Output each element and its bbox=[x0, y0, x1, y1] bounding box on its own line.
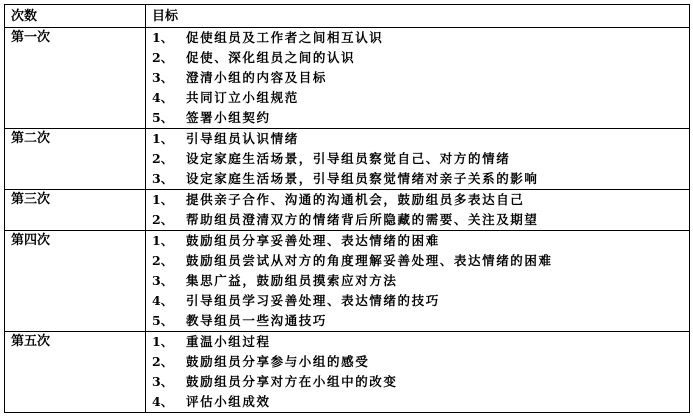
session-row bbox=[5, 190, 690, 231]
goal-text: 鼓励组员尝试从对方的角度理解妥善处理、表达情绪的困难 bbox=[186, 253, 553, 268]
session-row bbox=[5, 129, 690, 190]
goal-text: 促使组员及工作者之间相互认识 bbox=[186, 30, 384, 45]
session-name: 第五次 bbox=[5, 332, 146, 413]
session-name: 第一次 bbox=[5, 28, 146, 129]
goal-number: 2、 bbox=[152, 354, 174, 369]
session-row bbox=[5, 28, 690, 129]
goal-item bbox=[152, 332, 683, 352]
session-row bbox=[5, 231, 690, 332]
goal-text: 设定家庭生活场景，引导组员察觉情绪对亲子关系的影响 bbox=[186, 171, 539, 186]
goal-text: 引导组员学习妥善处理、表达情绪的技巧 bbox=[186, 293, 440, 308]
session-name: 第四次 bbox=[5, 231, 146, 332]
goal-text: 鼓励组员分享妥善处理、表达情绪的困难 bbox=[186, 233, 440, 248]
goal-number: 2、 bbox=[152, 212, 174, 227]
goal-item bbox=[152, 372, 683, 392]
goal-item bbox=[152, 88, 683, 108]
goal-text: 签署小组契约 bbox=[186, 110, 271, 125]
goal-text: 促使、深化组员之间的认识 bbox=[186, 50, 356, 65]
goal-text: 鼓励组员分享参与小组的感受 bbox=[186, 354, 370, 369]
goal-item bbox=[152, 271, 683, 291]
goal-number: 2、 bbox=[152, 50, 174, 65]
goal-number: 3、 bbox=[152, 70, 174, 85]
goal-item bbox=[152, 392, 683, 412]
goal-item bbox=[152, 129, 683, 149]
goal-item bbox=[152, 210, 683, 230]
session-goals bbox=[146, 231, 690, 332]
header-session: 次数 bbox=[5, 5, 146, 28]
goal-item bbox=[152, 352, 683, 372]
goal-number: 3、 bbox=[152, 171, 174, 186]
goal-item bbox=[152, 108, 683, 128]
goal-item bbox=[152, 169, 683, 189]
goal-number: 1、 bbox=[152, 233, 174, 248]
goal-item bbox=[152, 190, 683, 210]
goal-item bbox=[152, 68, 683, 88]
goal-text: 设定家庭生活场景，引导组员察觉自己、对方的情绪 bbox=[186, 151, 511, 166]
goal-item bbox=[152, 28, 683, 48]
goal-text: 提供亲子合作、沟通的沟通机会，鼓励组员多表达自己 bbox=[186, 192, 525, 207]
goal-item bbox=[152, 311, 683, 331]
goal-number: 1、 bbox=[152, 192, 174, 207]
goal-text: 重温小组过程 bbox=[186, 334, 271, 349]
goal-number: 2、 bbox=[152, 253, 174, 268]
session-name: 第三次 bbox=[5, 190, 146, 231]
goal-number: 3、 bbox=[152, 374, 174, 389]
session-goals bbox=[146, 190, 690, 231]
table-body bbox=[5, 28, 690, 413]
goal-number: 5、 bbox=[152, 110, 174, 125]
goal-item bbox=[152, 291, 683, 311]
goal-text: 帮助组员澄清双方的情绪背后所隐藏的需要、关注及期望 bbox=[186, 212, 539, 227]
session-goals bbox=[146, 332, 690, 413]
table-header-row bbox=[5, 5, 690, 28]
goal-number: 4、 bbox=[152, 90, 174, 105]
goal-text: 引导组员认识情绪 bbox=[186, 131, 299, 146]
header-goals: 目标 bbox=[146, 5, 690, 28]
session-goals bbox=[146, 129, 690, 190]
goal-item bbox=[152, 48, 683, 68]
goal-text: 澄清小组的内容及目标 bbox=[186, 70, 328, 85]
goal-number: 4、 bbox=[152, 394, 174, 409]
goal-number: 5、 bbox=[152, 313, 174, 328]
goal-text: 教导组员一些沟通技巧 bbox=[186, 313, 328, 328]
goal-number: 2、 bbox=[152, 151, 174, 166]
goal-number: 1、 bbox=[152, 30, 174, 45]
session-name: 第二次 bbox=[5, 129, 146, 190]
goal-item bbox=[152, 251, 683, 271]
goal-text: 共同订立小组规范 bbox=[186, 90, 299, 105]
goal-text: 鼓励组员分享对方在小组中的改变 bbox=[186, 374, 398, 389]
goal-number: 1、 bbox=[152, 334, 174, 349]
session-goals-table bbox=[4, 4, 690, 413]
goal-item bbox=[152, 231, 683, 251]
session-row bbox=[5, 332, 690, 413]
goal-number: 1、 bbox=[152, 131, 174, 146]
goal-text: 评估小组成效 bbox=[186, 394, 271, 409]
goal-number: 4、 bbox=[152, 293, 174, 308]
goal-text: 集思广益，鼓励组员摸索应对方法 bbox=[186, 273, 398, 288]
goal-number: 3、 bbox=[152, 273, 174, 288]
session-plan-sheet bbox=[4, 4, 689, 413]
goal-item bbox=[152, 149, 683, 169]
session-goals bbox=[146, 28, 690, 129]
